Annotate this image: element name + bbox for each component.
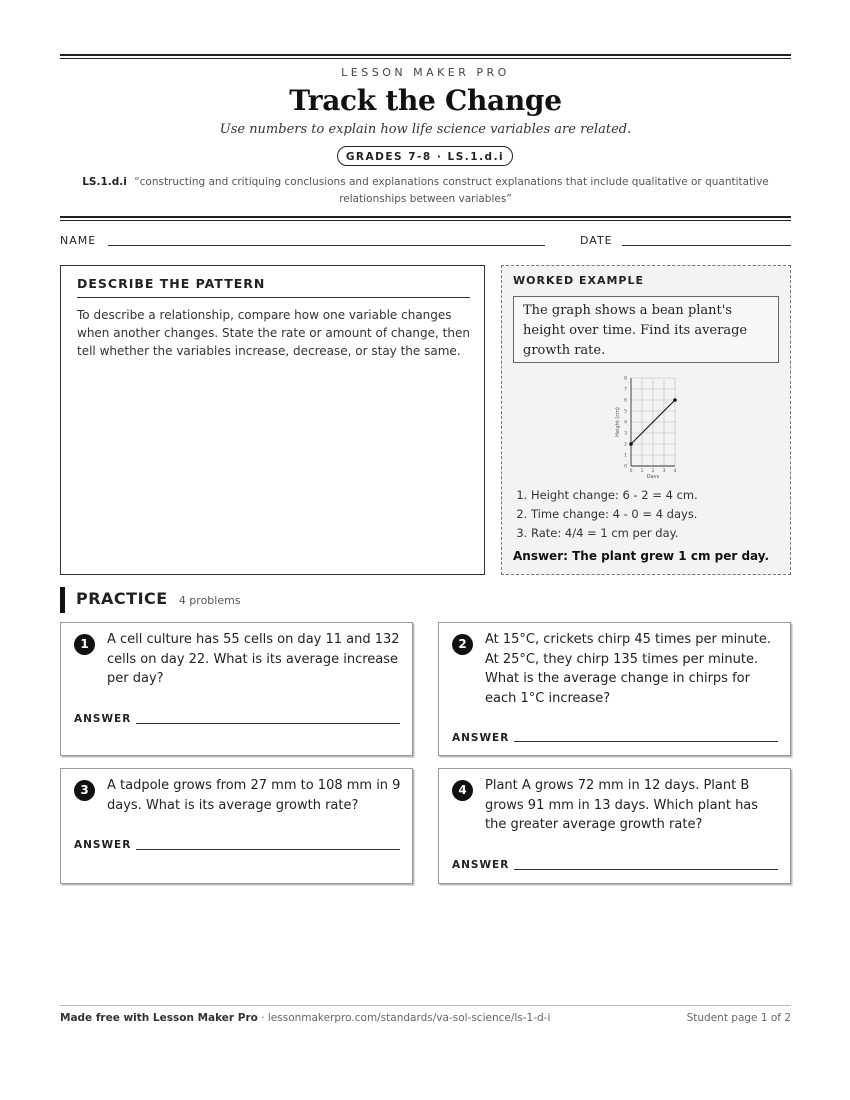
header-bottom-rule [60, 216, 791, 221]
answer-label: ANSWER [74, 839, 132, 851]
footer-credit: Made free with Lesson Maker Pro [60, 1012, 258, 1024]
problem-number: 1 [74, 634, 95, 655]
date-label: DATE [580, 234, 613, 247]
chart-y-tick-label: 2 [624, 442, 627, 448]
page-number: Student page 1 of 2 [686, 1012, 791, 1024]
answer-label: ANSWER [452, 732, 510, 744]
chart-x-axis-label: Days [646, 474, 660, 478]
answer-field[interactable] [514, 869, 778, 870]
problem-card-1 [60, 622, 413, 756]
page-title: Track the Change [289, 84, 562, 117]
answer-field[interactable] [136, 723, 400, 724]
chart-data-point [673, 398, 677, 402]
answer-label: ANSWER [452, 859, 510, 871]
problem-text: Plant A grows 72 mm in 12 days. Plant B grows 91 mm in 13 days. Which plant has the greater average growth rate? [485, 778, 759, 832]
worked-example-label: WORKED EXAMPLE [513, 274, 644, 287]
worked-step: 3. Rate: 4/4 = 1 cm per day. [531, 524, 791, 543]
answer-field[interactable] [514, 741, 778, 742]
practice-title: PRACTICE [76, 589, 168, 608]
date-field[interactable] [622, 245, 791, 246]
chart-x-tick-label: 2 [651, 469, 655, 474]
bean-plant-height-chart [613, 374, 679, 478]
grade-badge: GRADES 7-8 · LS.1.d.i [337, 146, 513, 166]
describe-heading: DESCRIBE THE PATTERN [77, 276, 470, 298]
problem-text: A cell culture has 55 cells on day 11 and 132 cells on day 22. What is its average increase per day? [107, 632, 400, 686]
answer-field[interactable] [136, 849, 400, 850]
chart-y-tick-label: 5 [624, 409, 627, 415]
name-label: NAME [60, 234, 97, 247]
footer [60, 1012, 791, 1024]
brand-name: LESSON MAKER PRO [341, 66, 510, 79]
problem-number: 2 [452, 634, 473, 655]
name-date-row [60, 234, 791, 250]
chart-x-tick-label: 3 [662, 469, 666, 474]
chart-y-tick-label: 4 [624, 420, 627, 426]
problem-number: 3 [74, 780, 95, 801]
chart-y-tick-label: 0 [624, 464, 627, 470]
describe-body: To describe a relationship, compare how one variable changes when another changes. State the rate or amount of change, then tell whether the variables increase, decrease, or stay the same. [77, 308, 470, 358]
chart-data-point [629, 442, 633, 446]
footer-rule [60, 1005, 791, 1006]
worked-step: 1. Height change: 6 - 2 = 4 cm. [531, 486, 791, 505]
chart-x-tick-label: 1 [640, 469, 644, 474]
standard-code: LS.1.d.i [82, 176, 127, 188]
chart-y-tick-label: 8 [624, 376, 627, 382]
answer-label: ANSWER [74, 713, 132, 725]
worked-example-answer: Answer: The plant grew 1 cm per day. [513, 549, 770, 563]
chart-x-tick-label: 4 [673, 469, 677, 474]
worked-example-box [501, 265, 791, 575]
problem-text: At 15°C, crickets chirp 45 times per minute. At 25°C, they chirp 135 times per minute. What is the average change in chirps for each 1°C increase? [485, 632, 771, 706]
standard-statement [70, 174, 781, 208]
problem-card-4 [438, 768, 791, 884]
describe-pattern-box [60, 265, 485, 575]
problem-card-3 [60, 768, 413, 884]
chart-y-tick-label: 3 [624, 431, 627, 437]
practice-count: 4 problems [178, 594, 241, 607]
chart-y-tick-label: 7 [624, 387, 627, 393]
problem-number: 4 [452, 780, 473, 801]
worked-example-steps [513, 486, 791, 543]
chart-y-axis-label: Height (cm) [615, 407, 621, 437]
footer-url[interactable]: · lessonmakerpro.com/standards/va-sol-science/ls-1-d-i [257, 1012, 551, 1024]
chart-y-tick-label: 6 [624, 398, 627, 404]
page-subtitle: Use numbers to explain how life science variables are related. [219, 122, 632, 137]
name-field[interactable] [108, 245, 545, 246]
chart-x-tick-label: 0 [629, 469, 633, 474]
practice-heading [60, 587, 241, 613]
worked-step: 2. Time change: 4 - 0 = 4 days. [531, 505, 791, 524]
chart-y-tick-label: 1 [624, 453, 627, 459]
problem-card-2 [438, 622, 791, 756]
worked-example-prompt: The graph shows a bean plant's height over time. Find its average growth rate. [513, 296, 779, 363]
standard-text: “constructing and critiquing conclusions and explanations construct explanations that include qualitative or quantitative relationships between variables” [134, 176, 769, 205]
header-top-rule [60, 54, 791, 59]
problem-text: A tadpole grows from 27 mm to 108 mm in 9 days. What is its average growth rate? [107, 778, 401, 813]
